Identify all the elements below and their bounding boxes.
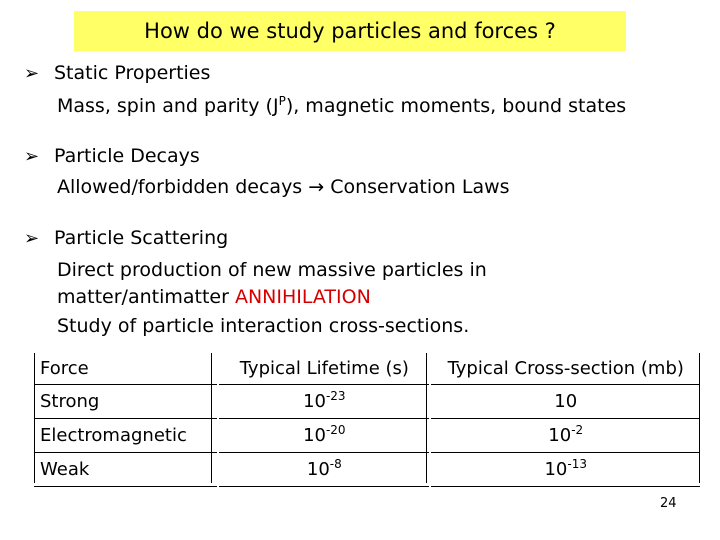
bullet-particle-decays bbox=[24, 145, 200, 167]
lifetime-value: $10^{-23}$ bbox=[218, 385, 430, 419]
table-row bbox=[34, 419, 700, 453]
table-row bbox=[34, 453, 700, 487]
header-lifetime: Typical Lifetime (s) bbox=[218, 353, 430, 385]
cross-section-value: $10^{-13}$ bbox=[430, 453, 700, 487]
bullet-detail: Mass, spin and parity $(J^P)$, magnetic moments, bound states bbox=[57, 94, 627, 117]
bullet-heading: Static Properties bbox=[54, 62, 211, 84]
bullet-static-properties bbox=[24, 62, 210, 84]
table-row bbox=[34, 385, 700, 419]
bullet-detail: Direct production of new massive particles in bbox=[57, 259, 487, 281]
bullet-particle-scattering bbox=[24, 227, 228, 249]
arrow-bullet-icon: ➢ bbox=[24, 63, 40, 84]
force-name: Strong bbox=[34, 385, 218, 419]
page-number: 24 bbox=[660, 496, 677, 511]
bullet-detail: matter/antimatter ANNIHILATION bbox=[57, 286, 371, 308]
table-divider bbox=[426, 353, 427, 483]
right-arrow-icon: → bbox=[308, 176, 325, 198]
table-border-left bbox=[34, 353, 35, 483]
force-name: Weak bbox=[34, 453, 218, 487]
bullet-detail: Allowed/forbidden decays → Conservation Laws bbox=[57, 176, 510, 198]
forces-table bbox=[34, 353, 700, 487]
lifetime-value: $10^{-8}$ bbox=[218, 453, 430, 487]
force-name: Electromagnetic bbox=[34, 419, 218, 453]
bullet-heading: Particle Scattering bbox=[54, 227, 229, 249]
table-header-row bbox=[34, 353, 700, 385]
header-force: Force bbox=[34, 353, 218, 385]
bullet-heading: Particle Decays bbox=[54, 145, 200, 167]
lifetime-value: $10^{-20}$ bbox=[218, 419, 430, 453]
table-border-right bbox=[699, 353, 700, 483]
annihilation-highlight: ANNIHILATION bbox=[234, 286, 371, 308]
slide-title-text: How do we study particles and forces ? bbox=[144, 19, 556, 43]
arrow-bullet-icon: ➢ bbox=[24, 228, 40, 249]
header-cross-section: Typical Cross-section (mb) bbox=[430, 353, 700, 385]
table-divider bbox=[211, 353, 212, 483]
cross-section-value: 10 bbox=[430, 385, 700, 419]
arrow-bullet-icon: ➢ bbox=[24, 146, 40, 167]
bullet-detail: Study of particle interaction cross-sections. bbox=[57, 315, 470, 337]
cross-section-value: $10^{-2}$ bbox=[430, 419, 700, 453]
slide-title bbox=[74, 11, 626, 51]
